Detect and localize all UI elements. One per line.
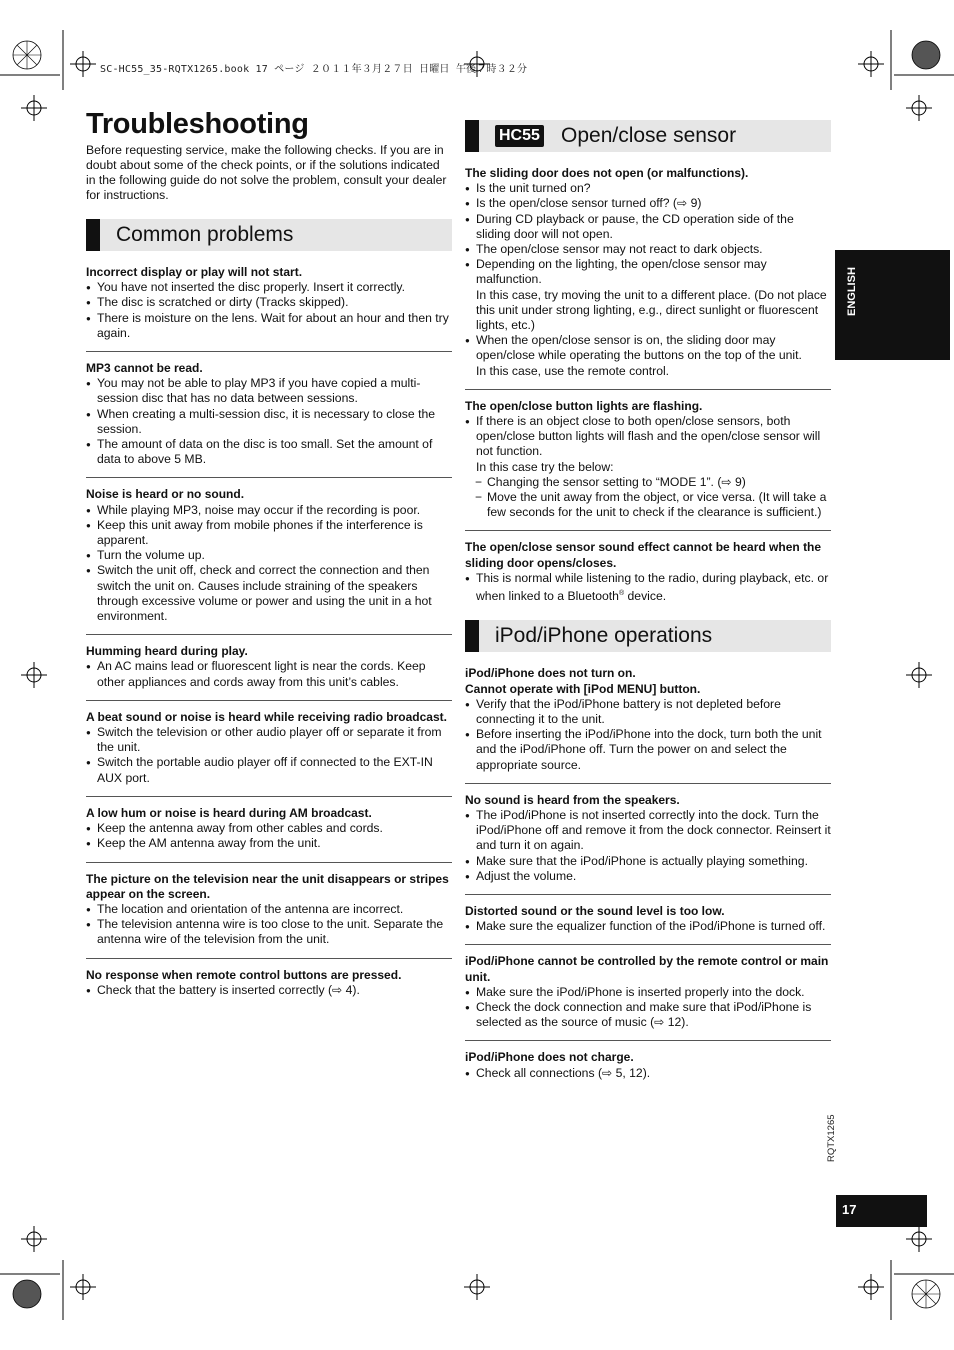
problem-heading: Noise is heard or no sound. — [86, 487, 245, 502]
problem-heading: A low hum or noise is heard during AM broadcast. — [86, 805, 372, 820]
solution-bullet: ● While playing MP3, noise may occur if the recording is poor. — [86, 503, 452, 518]
solution-bullet: ● Switch the portable audio player off if connected to the EXT-IN AUX port. — [86, 755, 452, 785]
section-title: Common problems — [116, 223, 294, 246]
solution-bullet: ● Before inserting the iPod/iPhone into the dock, turn both the unit and the iPod/iPhone off. Turn the power on and select the appropriate source. — [465, 727, 831, 773]
problem-heading: No sound is heard from the speakers. — [465, 792, 680, 807]
solution-bullet: ● Check the dock connection and make sure that iPod/iPhone is selected as the source of music (⇨ 12). — [465, 1000, 831, 1030]
trouble-item — [465, 530, 831, 614]
trouble-item — [465, 783, 831, 894]
solution-continued: In this case try the below: — [476, 459, 614, 474]
problem-heading: Humming heard during play. — [86, 644, 248, 659]
trouble-item — [86, 862, 452, 958]
solution-bullet: ● When the open/close sensor is on, the sliding door may open/close while operating the buttons on the top of the unit. — [465, 333, 831, 363]
section-header-ipod — [465, 620, 831, 652]
section-bar — [86, 219, 100, 251]
trouble-item — [86, 351, 452, 477]
problem-heading: The sliding door does not open (or malfunctions). — [465, 166, 749, 180]
solution-bullet: ● Is the open/close sensor turned off? (⇨ 9) — [465, 196, 831, 211]
solution-bullet: ● Switch the unit off, check and correct the connection and then switch the unit on. Causes include straining of the speakers through excessive volume or power and using the unit in a hot environment. — [86, 563, 452, 624]
problem-heading: No response when remote control buttons are pressed. — [86, 967, 402, 982]
solution-text: This is normal while listening to the radio, during playback, etc. or when linked to a Bluetooth — [476, 570, 829, 604]
trouble-item — [465, 944, 831, 1040]
problem-heading: The picture on the television near the unit disappears or stripes appear on the screen. — [86, 871, 449, 901]
solution-bullet: ● Turn the volume up. — [86, 548, 452, 563]
problem-heading: iPod/iPhone cannot be controlled by the remote control or main unit. — [465, 954, 829, 984]
solution-bullet: ● The disc is scratched or dirty (Tracks skipped). — [86, 295, 452, 310]
registered-mark: ® — [618, 590, 625, 598]
solution-bullet: ● The open/close sensor may not react to dark objects. — [465, 242, 831, 257]
trouble-item — [86, 634, 452, 700]
model-badge: HC55 — [495, 125, 544, 147]
solution-bullet: ● You may not be able to play MP3 if you have copied a multi-session disc that has no data between sessions. — [86, 376, 452, 406]
trouble-item — [465, 389, 831, 531]
solution-bullet: ● Depending on the lighting, the open/close sensor may malfunction. — [465, 257, 831, 287]
solution-bullet: ● Check all connections (⇨ 5, 12). — [465, 1066, 831, 1081]
section-title: Open/close sensor — [561, 124, 737, 147]
trouble-item — [86, 796, 452, 862]
trouble-item — [86, 700, 452, 796]
trouble-item — [86, 265, 452, 351]
section-bar — [465, 120, 479, 152]
section-header-sensor — [465, 120, 831, 152]
common-problems-column — [86, 219, 452, 1008]
trouble-item — [465, 894, 831, 944]
solution-bullet: ● When creating a multi-session disc, it is necessary to close the session. — [86, 407, 452, 437]
section-title: iPod/iPhone operations — [495, 624, 713, 648]
solution-bullet: ● You have not inserted the disc properly. Insert it correctly. — [86, 280, 452, 295]
problem-heading: A beat sound or noise is heard while receiving radio broadcast. — [86, 709, 447, 724]
solution-text: device. — [624, 589, 667, 604]
solution-bullet: ● The iPod/iPhone is not inserted correctly into the dock. Turn the iPod/iPhone off and remove it from the dock connector. Reinsert it and turn it on again. — [465, 808, 831, 854]
solution-bullet: ● Make sure the equalizer function of the iPod/iPhone is turned off. — [465, 919, 831, 934]
solution-bullet: ● The television antenna wire is too close to the unit. Separate the antenna wire of the television from the unit. — [86, 917, 452, 947]
page-title: Troubleshooting — [86, 108, 309, 140]
solution-bullet: ● Make sure the iPod/iPhone is inserted properly into the dock. — [465, 985, 831, 1000]
problem-heading: Incorrect display or play will not start. — [86, 265, 303, 279]
trouble-item — [465, 666, 831, 782]
solution-dash: − Move the unit away from the object, or vice versa. (It will take a few seconds for the unit to check if the clearance is sufficient.) — [465, 490, 831, 520]
solution-bullet: ● An AC mains lead or fluorescent light is near the cords. Keep other appliances and cords away from this unit’s cables. — [86, 659, 452, 689]
solution-continued: In this case, use the remote control. — [476, 363, 670, 378]
problem-heading: Cannot operate with [iPod MENU] button. — [465, 681, 701, 696]
solution-bullet: ● Keep the antenna away from other cables and cords. — [86, 821, 452, 836]
trouble-item — [86, 958, 452, 1008]
intro-text: Before requesting service, make the following checks. If you are in doubt about some of the check points, or if the solutions indicated in the following guide do not solve the problem, consult your dealer for instructions. — [86, 143, 447, 202]
solution-bullet: ● There is moisture on the lens. Wait for about an hour and then try again. — [86, 311, 452, 341]
solution-bullet: ● If there is an object close to both open/close sensors, both open/close button lights will flash and the open/close sensor will not function. — [465, 414, 831, 460]
print-info-line: SC-HC55_35-RQTX1265.book 17 ページ ２０１１年３月２７日 日曜日 午後７時３２分 — [100, 64, 528, 75]
trouble-item — [465, 1040, 831, 1090]
solution-continued: In this case, try moving the unit to a different place. (Do not place this unit under strong lighting, e.g., direct sunlight or fluorescent lights, etc.) — [476, 287, 827, 333]
solution-bullet: ● Verify that the iPod/iPhone battery is not depleted before connecting it to the unit. — [465, 697, 831, 727]
solution-bullet: ● The amount of data on the disc is too small. Set the amount of data to above 5 MB. — [86, 437, 452, 467]
problem-heading: iPod/iPhone does not turn on. — [465, 666, 636, 681]
right-column — [465, 120, 831, 1091]
solution-bullet: ● Keep this unit away from mobile phones if the interference is apparent. — [86, 518, 452, 548]
section-header-common — [86, 219, 452, 251]
solution-bullet: ● The location and orientation of the antenna are incorrect. — [86, 902, 452, 917]
solution-dash: − Changing the sensor setting to “MODE 1”. (⇨ 9) — [465, 475, 831, 490]
trouble-item — [465, 166, 831, 389]
language-tab-label: ENGLISH — [846, 267, 858, 316]
doc-code: RQTX1265 — [826, 1114, 837, 1162]
section-bar — [465, 620, 479, 652]
common-problems-list — [86, 265, 452, 1008]
trouble-item — [86, 477, 452, 634]
solution-bullet — [465, 571, 831, 604]
solution-bullet: ● Adjust the volume. — [465, 869, 831, 884]
solution-bullet: ● During CD playback or pause, the CD operation side of the sliding door will not open. — [465, 212, 831, 242]
solution-bullet: ● Check that the battery is inserted correctly (⇨ 4). — [86, 983, 452, 998]
problem-heading: Distorted sound or the sound level is too low. — [465, 903, 725, 918]
problem-heading: The open/close sensor sound effect cannot be heard when the sliding door opens/closes. — [465, 540, 822, 570]
solution-bullet: ● Switch the television or other audio player off or separate it from the unit. — [86, 725, 452, 755]
page-number-box — [836, 1195, 927, 1227]
ipod-problems-list — [465, 666, 831, 1090]
language-tab — [835, 250, 950, 360]
problem-heading: iPod/iPhone does not charge. — [465, 1050, 634, 1065]
solution-bullet: ● Keep the AM antenna away from the unit. — [86, 836, 452, 851]
solution-bullet: ● Make sure that the iPod/iPhone is actually playing something. — [465, 854, 831, 869]
problem-heading: MP3 cannot be read. — [86, 361, 203, 376]
solution-bullet: ● Is the unit turned on? — [465, 181, 831, 196]
page-number: 17 — [842, 1202, 857, 1217]
problem-heading: The open/close button lights are flashing. — [465, 398, 703, 413]
